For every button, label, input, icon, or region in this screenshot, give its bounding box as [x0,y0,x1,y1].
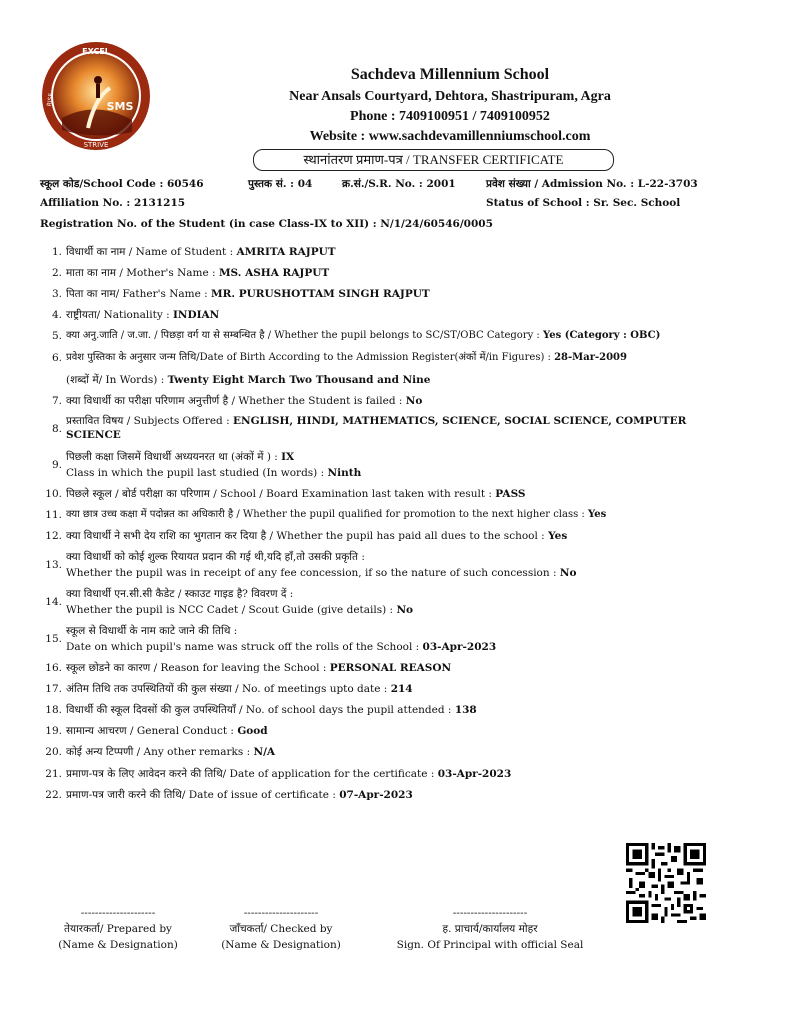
sr-number: क्र.सं./S.R. No. : 2001 [342,178,456,190]
item-last-class: 9. पिछली कक्षा जिसमें विधार्थी अध्ययनरत था (अंकों में ) : IX Class in which the pupil last studied (In words) : Ninth [51,451,362,479]
item-date-of-birth: 6. प्रवेश पुस्तिका के अनुसार जन्म तिथि/Date of Birth According to the Admission Register(अंकों में/in Figures) : 28-Mar-2009 (शब्दों में/ In Words) : Twenty Eight March Two Thousand and Nine [51,352,627,386]
school-logo [40,40,152,152]
svg-text:RISE: RISE [45,92,56,108]
school-website: Website : www.sachdevamillenniumschool.com [309,129,591,144]
qr-code [626,843,706,923]
affiliation-number: Affiliation No. : 2131215 [40,197,186,209]
certificate-title: स्थानांतरण प्रमाण-पत्र / TRANSFER CERTIFICATE [253,149,614,171]
prepared-by-signature: --------------------- तेयारकर्ता/ Prepared by (Name & Designation) [58,907,178,951]
school-code: स्कूल कोड/School Code : 60546 [40,178,204,190]
principal-signature: --------------------- ह. प्राचार्य/कार्यालय मोहर Sign. Of Principal with official Seal [396,907,584,951]
item-subjects: 8. प्रस्तावित विषय / Subjects Offered : ENGLISH, HINDI, MATHEMATICS, SCIENCE, SOCIAL SCIENCE, COMPUTER SCIENCE [51,415,687,441]
svg-text:EXCEL: EXCEL [82,47,110,56]
checked-by-signature: --------------------- जाँचकर्ता/ Checked by (Name & Designation) [221,907,341,951]
item-ncc-cadet: 14. क्या विधार्थी एन.सी.सी कैडेट / स्काउट गाइड है? विवरण दें : Whether the pupil is NCC Cadet / Scout Guide (give details) : No [45,588,414,616]
book-number: पुस्तक सं. : 04 [248,178,313,190]
admission-number: प्रवेश संख्या / Admission No. : L-22-3703 [486,178,698,190]
item-struck-off-date: 15. स्कूल से विधार्थी के नाम काटे जाने की तिथि : Date on which pupil's name was struck off the rolls of the School : 03-Apr-2023 [45,625,497,653]
school-address: Near Ansals Courtyard, Dehtora, Shastripuram, Agra [289,89,611,104]
item-fee-concession: 13. क्या विधार्थी को कोई शुल्क रियायत प्रदान की गई थी,यदि हाँ,तो उसकी प्रकृति : Whether the pupil was in receipt of any fee concession, if so the nature of such concession : No [45,551,577,579]
svg-text:STRIVE: STRIVE [83,141,109,149]
school-phone: Phone : 7409100951 / 7409100952 [350,109,550,124]
school-status: Status of School : Sr. Sec. School [486,197,681,209]
registration-number: Registration No. of the Student (in case Class-IX to XII) : N/1/24/60546/0005 [40,218,493,230]
svg-text:SMS: SMS [106,100,134,113]
school-name: Sachdeva Millennium School [350,66,550,83]
